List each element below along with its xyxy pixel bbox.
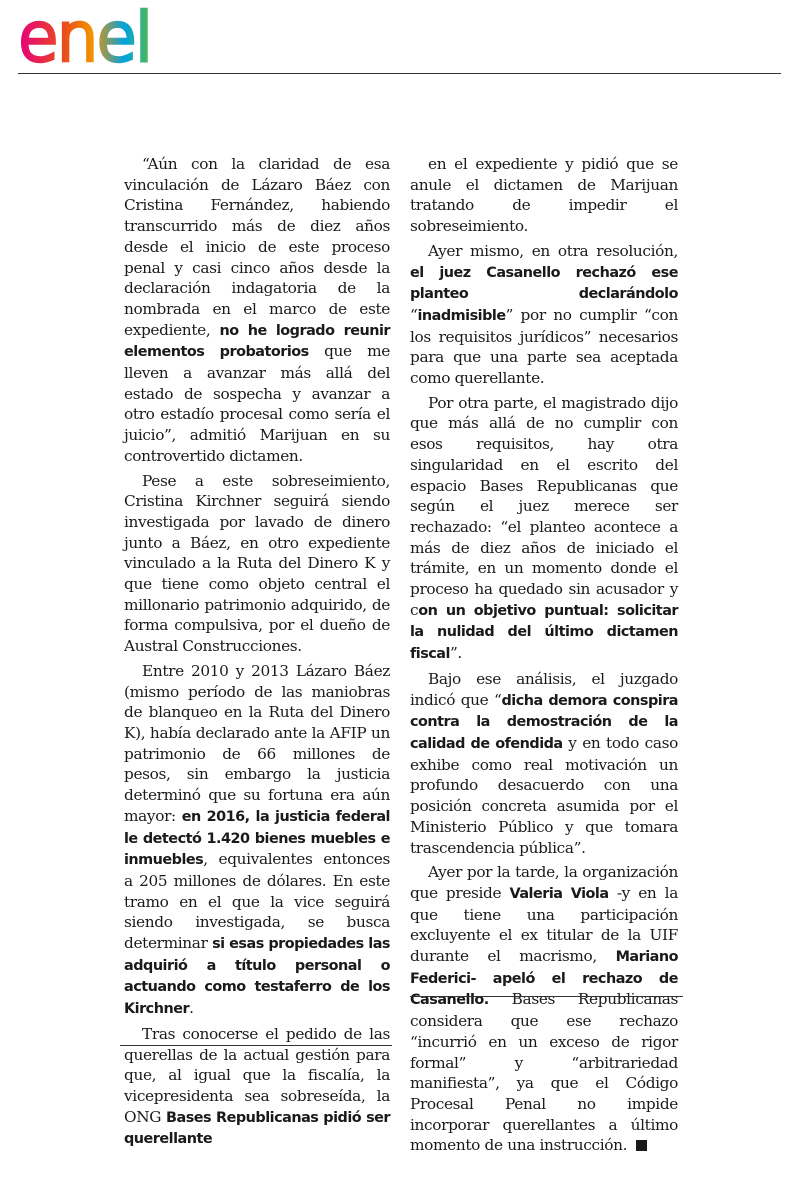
end-of-article-mark [636, 1140, 647, 1151]
paragraph-text: ”. [449, 644, 462, 663]
paragraph-text: -y en la que tiene una participación excluyente el ex titular de la UIF durante el macrismo, [410, 883, 678, 966]
paragraph-text: “ [410, 305, 418, 324]
paragraph-text: Bajo ese análisis, el juzgado indicó que “ [410, 669, 678, 709]
article-paragraph [410, 669, 678, 858]
paragraph-text: Tras conocerse el pedido de las querellas de la actual gestión para que, al igual que la fiscalía, la vicepresidenta sea sobreseída, la ONG [124, 1024, 390, 1126]
article-paragraph [410, 241, 678, 389]
bold-highlight: si esas propiedades las adquirió a título personal o actuando como testaferro de los Kirchner [124, 936, 390, 1018]
bold-highlight: Valeria Viola [509, 885, 609, 902]
paragraph-text: que me lleven a avanzar más allá del estado de sospecha y avanzar a otro estadío procesal como sería el juicio”, admitió Marijuan en su controvertido dictamen. [124, 342, 390, 465]
enel-logo-text: enel [18, 6, 152, 68]
paragraph-text: , equivalentes entonces a 205 millones de dólares. En este tramo en el que la vice seguirá siendo investigada, se busca determinar [124, 850, 390, 953]
bold-highlight: el juez Casanello rechazó ese planteo declarándolo [410, 264, 678, 303]
column-end-rule-left [120, 1045, 392, 1046]
paragraph-text: . [189, 999, 194, 1018]
enel-logo [18, 6, 188, 68]
paragraph-text: “Aún con la claridad de esa vinculación de Lázaro Báez con Cristina Fernández, habiendo transcurrido más de diez años desde el inicio de este proceso penal y casi cinco años desde la declaración indagatoria de la nombrada en el marco de este expediente, [124, 155, 390, 339]
paragraph-text: Bases Republicanas considera que ese rechazo “incurrió en un exceso de rigor formal” y “arbitrariedad manifiesta”, ya que el Código Procesal Penal no impide incorporar querellantes a último momento de una instrucción. [410, 990, 678, 1155]
article-paragraph [124, 154, 390, 467]
article-column-right [410, 154, 678, 1160]
article-paragraph [410, 393, 678, 665]
paragraph-text: Ayer mismo, en otra resolución, [428, 241, 678, 260]
article-paragraph [410, 862, 678, 1156]
paragraph-text: Entre 2010 y 2013 Lázaro Báez (mismo período de las maniobras de blanqueo en la Ruta del Dinero K), había declarado ante la AFIP un patrimonio de 66 millones de pesos, sin embargo la justicia determinó que su fortuna era aún mayor: [124, 661, 390, 825]
bold-highlight: en 2016, la justicia federal le detectó 1.420 bienes muebles e inmuebles [124, 808, 390, 869]
bold-highlight: no he logrado reunir elementos probatorios [124, 322, 390, 361]
bold-highlight: dicha demora conspira contra la demostración de la calidad de ofendida [410, 692, 679, 752]
article-column-left [124, 154, 390, 1154]
article-paragraph [410, 154, 678, 237]
paragraph-text: en el expediente y pidió que se anule el dictamen de Marijuan tratando de impedir el sobreseimiento. [410, 155, 678, 236]
column-end-rule-right [410, 996, 683, 997]
enel-logo-graphic [18, 6, 188, 68]
article-paragraph [124, 471, 390, 657]
bold-highlight: Mariano Federici- apeló el rechazo de Casanello. [410, 949, 678, 1009]
paragraph-text: y en todo caso exhibe como real motivación un profundo desacuerdo con una posición concreta asumida por el Ministerio Público y que tomara trascendencia pública”. [410, 733, 678, 857]
article-paragraph [124, 1024, 390, 1150]
paragraph-text: ” por no cumplir “con los requisitos jurídicos” necesarios para que una parte sea aceptada como querellante. [410, 305, 678, 388]
bold-highlight: inadmisible [417, 307, 506, 324]
bold-highlight: on un objetivo puntual: solicitar la nulidad del último dictamen fiscal [410, 602, 678, 663]
header-divider [18, 73, 781, 74]
bold-highlight: Bases Republicanas pidió ser querellante [124, 1109, 390, 1148]
paragraph-text: Por otra parte, el magistrado dijo que más allá de no cumplir con esos requisitos, hay otra singularidad en el escrito del espacio Bases Republicanas que según el juez merece ser rechazado: “el planteo acontece a más de diez años de iniciado el trámite, en un momento donde el proceso ha quedado sin acusador y c [410, 393, 678, 619]
paragraph-text: Ayer por la tarde, la organización que preside [410, 863, 678, 902]
paragraph-text: Pese a este sobreseimiento, Cristina Kirchner seguirá siendo investigada por lavado de dinero junto a Báez, en otro expediente vinculado a la Ruta del Dinero K y que tiene como objeto central el millonario patrimonio adquirido, de forma compulsiva, por el dueño de Austral Construcciones. [124, 471, 390, 656]
article-paragraph [124, 661, 390, 1020]
